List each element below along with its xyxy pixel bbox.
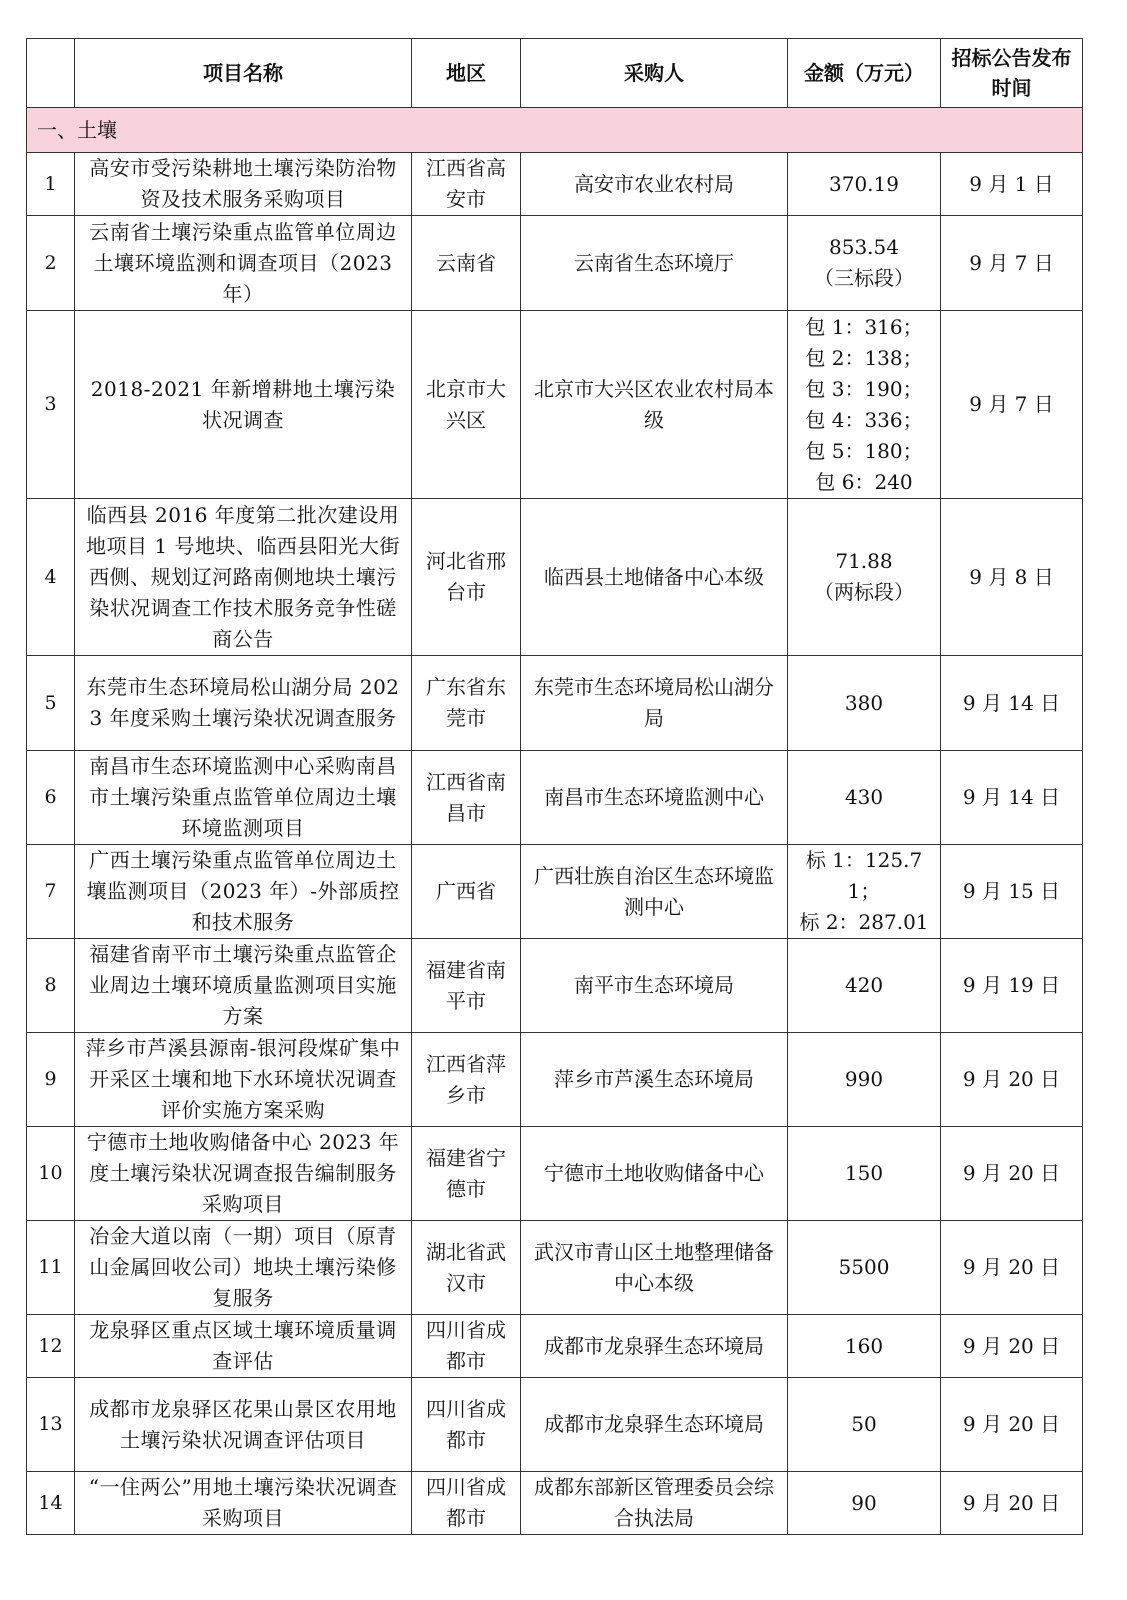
cell-amount: 380 — [788, 656, 941, 751]
cell-purchaser: 成都市龙泉驿生态环境局 — [521, 1378, 788, 1472]
cell-amount: 71.88 （两标段） — [788, 499, 941, 656]
cell-purchaser: 宁德市土地收购储备中心 — [521, 1127, 788, 1221]
cell-index: 7 — [27, 845, 75, 939]
header-amount: 金额（万元） — [788, 39, 941, 108]
cell-index: 1 — [27, 153, 75, 216]
cell-date: 9 月 20 日 — [941, 1315, 1083, 1378]
cell-purchaser: 北京市大兴区农业农村局本级 — [521, 311, 788, 499]
cell-region: 四川省成都市 — [412, 1472, 521, 1535]
cell-index: 5 — [27, 656, 75, 751]
cell-date: 9 月 20 日 — [941, 1378, 1083, 1472]
cell-date: 9 月 20 日 — [941, 1033, 1083, 1127]
cell-date: 9 月 8 日 — [941, 499, 1083, 656]
cell-index: 12 — [27, 1315, 75, 1378]
table-row — [27, 751, 1083, 845]
cell-date: 9 月 7 日 — [941, 216, 1083, 311]
cell-purchaser: 南平市生态环境局 — [521, 939, 788, 1033]
table-row — [27, 153, 1083, 216]
cell-purchaser: 南昌市生态环境监测中心 — [521, 751, 788, 845]
cell-region: 福建省南平市 — [412, 939, 521, 1033]
cell-amount: 990 — [788, 1033, 941, 1127]
cell-purchaser: 高安市农业农村局 — [521, 153, 788, 216]
cell-purchaser: 成都东部新区管理委员会综合执法局 — [521, 1472, 788, 1535]
header-date: 招标公告发布时间 — [941, 39, 1083, 108]
cell-amount: 420 — [788, 939, 941, 1033]
table-row — [27, 1378, 1083, 1472]
cell-region: 江西省南昌市 — [412, 751, 521, 845]
cell-purchaser: 萍乡市芦溪生态环境局 — [521, 1033, 788, 1127]
cell-project-name: 广西土壤污染重点监管单位周边土壤监测项目（2023 年）-外部质控和技术服务 — [75, 845, 412, 939]
cell-amount: 853.54 （三标段） — [788, 216, 941, 311]
cell-region: 北京市大兴区 — [412, 311, 521, 499]
cell-amount: 90 — [788, 1472, 941, 1535]
cell-region: 江西省高安市 — [412, 153, 521, 216]
cell-index: 10 — [27, 1127, 75, 1221]
cell-purchaser: 武汉市青山区土地整理储备中心本级 — [521, 1221, 788, 1315]
cell-date: 9 月 15 日 — [941, 845, 1083, 939]
table-row — [27, 939, 1083, 1033]
cell-project-name: 南昌市生态环境监测中心采购南昌市土壤污染重点监管单位周边土壤环境监测项目 — [75, 751, 412, 845]
cell-purchaser: 成都市龙泉驿生态环境局 — [521, 1315, 788, 1378]
header-index — [27, 39, 75, 108]
cell-purchaser: 临西县土地储备中心本级 — [521, 499, 788, 656]
header-project-name: 项目名称 — [75, 39, 412, 108]
table-row — [27, 1033, 1083, 1127]
procurement-table — [26, 38, 1083, 1535]
cell-region: 福建省宁德市 — [412, 1127, 521, 1221]
cell-date: 9 月 19 日 — [941, 939, 1083, 1033]
category-row — [27, 108, 1083, 153]
category-label: 一、土壤 — [27, 108, 1083, 153]
table-row — [27, 216, 1083, 311]
cell-date: 9 月 14 日 — [941, 751, 1083, 845]
cell-amount: 包 1：316； 包 2：138； 包 3：190； 包 4：336； 包 5：180； 包 6：240 — [788, 311, 941, 499]
cell-region: 河北省邢台市 — [412, 499, 521, 656]
cell-region: 四川省成都市 — [412, 1378, 521, 1472]
cell-date: 9 月 20 日 — [941, 1221, 1083, 1315]
cell-index: 6 — [27, 751, 75, 845]
cell-index: 11 — [27, 1221, 75, 1315]
cell-amount: 150 — [788, 1127, 941, 1221]
cell-index: 9 — [27, 1033, 75, 1127]
table-row — [27, 1472, 1083, 1535]
cell-index: 3 — [27, 311, 75, 499]
table-row — [27, 1127, 1083, 1221]
cell-project-name: 云南省土壤污染重点监管单位周边土壤环境监测和调查项目（2023 年） — [75, 216, 412, 311]
cell-date: 9 月 1 日 — [941, 153, 1083, 216]
cell-index: 2 — [27, 216, 75, 311]
table-row — [27, 1221, 1083, 1315]
cell-project-name: 高安市受污染耕地土壤污染防治物资及技术服务采购项目 — [75, 153, 412, 216]
cell-date: 9 月 14 日 — [941, 656, 1083, 751]
header-region: 地区 — [412, 39, 521, 108]
table-row — [27, 499, 1083, 656]
cell-project-name: 冶金大道以南（一期）项目（原青山金属回收公司）地块土壤污染修复服务 — [75, 1221, 412, 1315]
cell-region: 江西省萍乡市 — [412, 1033, 521, 1127]
cell-project-name: 宁德市土地收购储备中心 2023 年度土壤污染状况调查报告编制服务采购项目 — [75, 1127, 412, 1221]
cell-project-name: 东莞市生态环境局松山湖分局 2023 年度采购土壤污染状况调查服务 — [75, 656, 412, 751]
cell-index: 14 — [27, 1472, 75, 1535]
cell-amount: 标 1：125.71； 标 2：287.01 — [788, 845, 941, 939]
cell-project-name: 成都市龙泉驿区花果山景区农用地土壤污染状况调查评估项目 — [75, 1378, 412, 1472]
table-row — [27, 311, 1083, 499]
header-row — [27, 39, 1083, 108]
cell-date: 9 月 20 日 — [941, 1127, 1083, 1221]
cell-region: 广东省东莞市 — [412, 656, 521, 751]
cell-index: 4 — [27, 499, 75, 656]
cell-amount: 160 — [788, 1315, 941, 1378]
cell-purchaser: 广西壮族自治区生态环境监测中心 — [521, 845, 788, 939]
cell-purchaser: 东莞市生态环境局松山湖分局 — [521, 656, 788, 751]
cell-amount: 50 — [788, 1378, 941, 1472]
cell-amount: 430 — [788, 751, 941, 845]
table-row — [27, 1315, 1083, 1378]
table-row — [27, 845, 1083, 939]
cell-amount: 370.19 — [788, 153, 941, 216]
cell-project-name: 2018-2021 年新增耕地土壤污染状况调查 — [75, 311, 412, 499]
cell-project-name: 临西县 2016 年度第二批次建设用地项目 1 号地块、临西县阳光大街西侧、规划辽河路南侧地块土壤污染状况调查工作技术服务竞争性磋商公告 — [75, 499, 412, 656]
table-row — [27, 656, 1083, 751]
cell-region: 湖北省武汉市 — [412, 1221, 521, 1315]
cell-project-name: 龙泉驿区重点区域土壤环境质量调查评估 — [75, 1315, 412, 1378]
cell-amount: 5500 — [788, 1221, 941, 1315]
cell-project-name: “一住两公”用地土壤污染状况调查采购项目 — [75, 1472, 412, 1535]
cell-project-name: 福建省南平市土壤污染重点监管企业周边土壤环境质量监测项目实施方案 — [75, 939, 412, 1033]
cell-region: 云南省 — [412, 216, 521, 311]
cell-date: 9 月 20 日 — [941, 1472, 1083, 1535]
cell-project-name: 萍乡市芦溪县源南-银河段煤矿集中开采区土壤和地下水环境状况调查评价实施方案采购 — [75, 1033, 412, 1127]
cell-region: 广西省 — [412, 845, 521, 939]
cell-region: 四川省成都市 — [412, 1315, 521, 1378]
cell-purchaser: 云南省生态环境厅 — [521, 216, 788, 311]
cell-index: 13 — [27, 1378, 75, 1472]
cell-index: 8 — [27, 939, 75, 1033]
header-purchaser: 采购人 — [521, 39, 788, 108]
cell-date: 9 月 7 日 — [941, 311, 1083, 499]
